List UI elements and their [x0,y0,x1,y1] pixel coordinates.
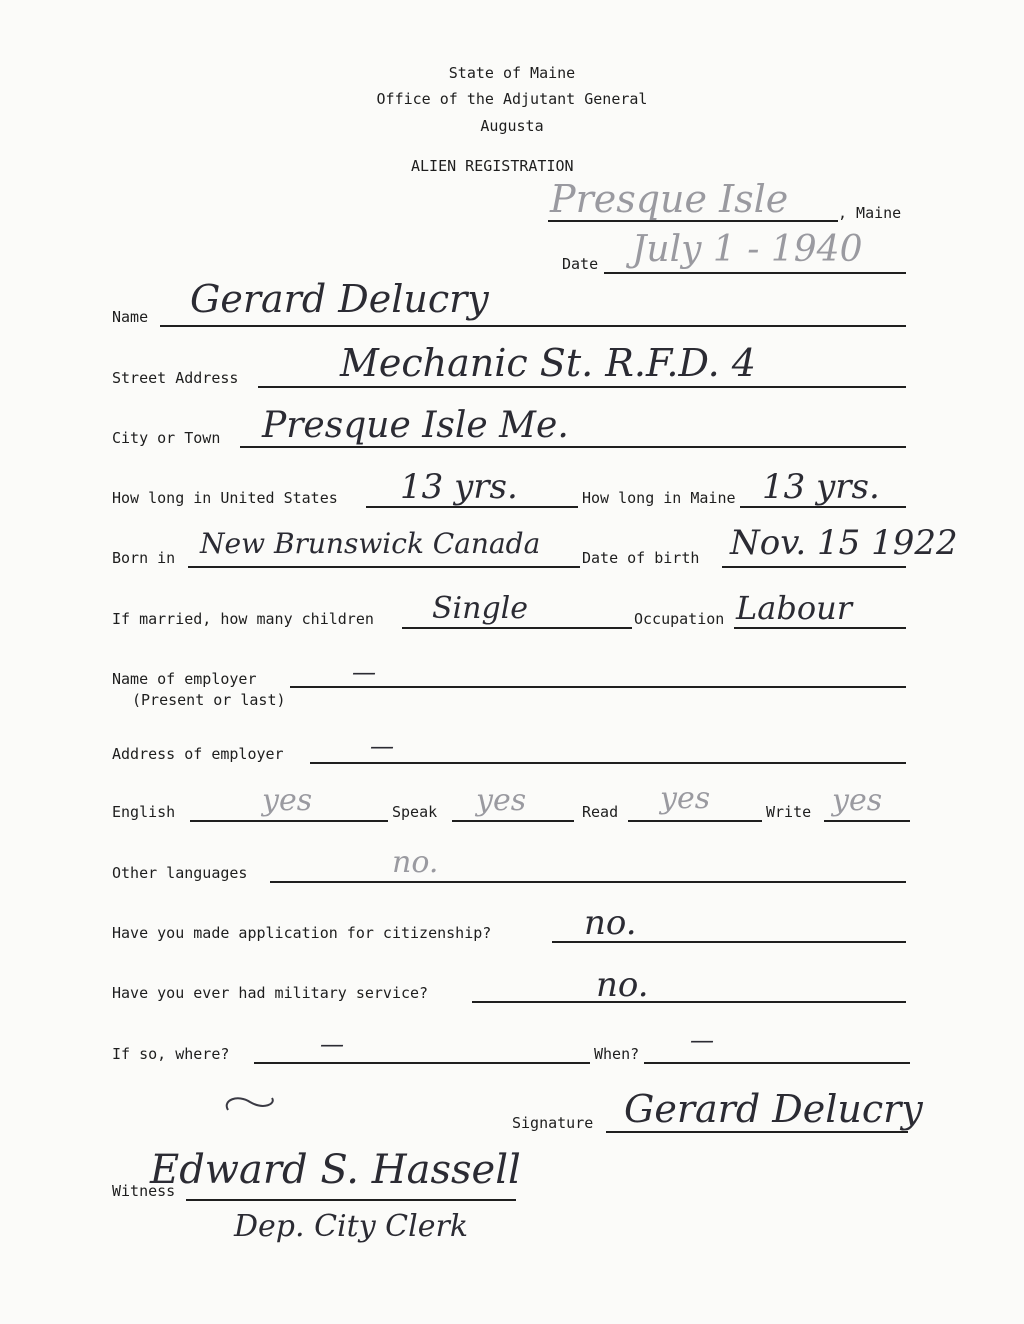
city-label: City or Town [112,429,221,447]
birth-date-label: Date of birth [582,549,700,567]
city-line [240,446,906,448]
occupation-value: Labour [736,589,852,627]
military-label: Have you ever had military service? [112,984,429,1002]
when-line [644,1062,910,1064]
where-label: If so, where? [112,1045,230,1063]
english-label: English [112,803,176,821]
ink-flourish-icon [220,1092,280,1122]
birth-date-value: Nov. 15 1922 [730,523,958,563]
name-label: Name [112,308,149,326]
speak-label: Speak [392,803,438,821]
witness-label: Witness [112,1182,176,1200]
header-city: Augusta [480,117,544,135]
us-stay-label: How long in United States [112,489,338,507]
write-line [824,820,910,822]
employer-name-label: Name of employer [112,670,257,688]
where-value: — [320,1030,344,1058]
when-value: — [690,1026,714,1054]
speak-line [452,820,574,822]
children-value: Single [432,591,529,626]
citizenship-value: no. [584,903,637,943]
english-line [190,820,388,822]
born-in-label: Born in [112,549,176,567]
children-line [402,627,632,629]
born-in-line [188,566,580,568]
date-label: Date [562,255,599,273]
when-label: When? [594,1045,640,1063]
date-line [604,272,906,274]
write-label: Write [766,803,812,821]
street-line [258,386,906,388]
citizenship-label: Have you made application for citizenship? [112,924,492,942]
employer-name-line [290,686,906,688]
street-value: Mechanic St. R.F.D. 4 [340,341,756,385]
other-languages-line [270,881,906,883]
witness-value: Edward S. Hassell [150,1147,521,1193]
signature-line [606,1131,908,1133]
street-label: Street Address [112,369,239,387]
header-office: Office of the Adjutant General [376,90,648,108]
birth-date-line [722,566,906,568]
employer-address-value: — [370,732,394,760]
read-label: Read [582,803,619,821]
maine-stay-label: How long in Maine [582,489,736,507]
witness-line [186,1199,516,1201]
speak-value: yes [476,783,527,818]
military-line [472,1001,906,1003]
us-stay-value: 13 yrs. [400,467,518,507]
signature-label: Signature [512,1114,594,1132]
name-line [160,325,906,327]
read-line [628,820,762,822]
where-line [254,1062,590,1064]
city-value: Presque Isle Me. [262,405,569,446]
english-value: yes [262,783,313,818]
place-value: Presque Isle [550,177,789,221]
header-state: State of Maine [448,64,576,82]
other-languages-label: Other languages [112,864,248,882]
name-value: Gerard Delucry [190,277,489,321]
military-value: no. [596,965,649,1005]
employer-address-label: Address of employer [112,745,284,763]
children-label: If married, how many children [112,610,374,628]
occupation-label: Occupation [634,610,725,628]
other-languages-value: no. [392,845,439,880]
write-value: yes [832,783,883,818]
form-title: ALIEN REGISTRATION [411,157,574,175]
signature-value: Gerard Delucry [624,1087,923,1131]
maine-stay-value: 13 yrs. [762,467,880,507]
place-suffix: , Maine [838,204,902,222]
employer-name-value: — [352,658,376,686]
witness-title: Dep. City Clerk [234,1209,468,1244]
read-value: yes [660,781,711,816]
occupation-line [734,627,906,629]
employer-name-sublabel: (Present or last) [132,691,286,709]
employer-address-line [310,762,906,764]
born-in-value: New Brunswick Canada [200,527,541,560]
date-value: July 1 - 1940 [632,229,863,270]
